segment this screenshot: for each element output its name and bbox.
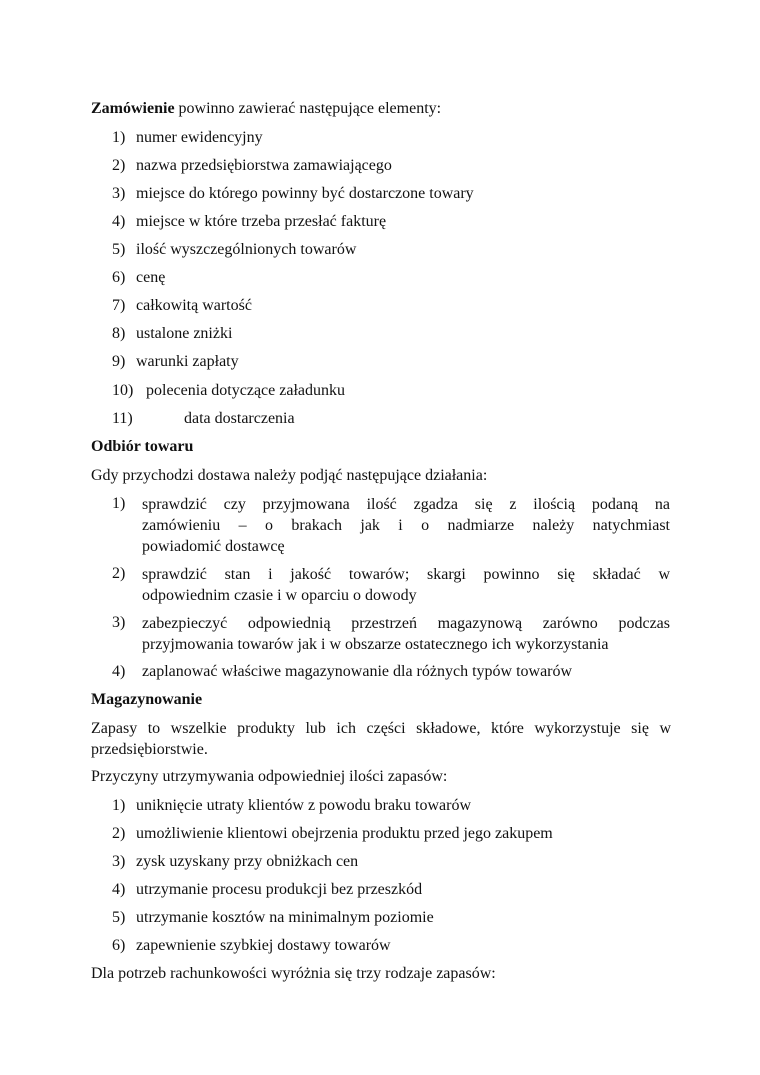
order-item: ilość wyszczególnionych towarów <box>136 241 357 258</box>
storage-item-num: 3) <box>112 853 126 870</box>
order-item-num: 11) <box>112 410 133 427</box>
order-item: ustalone zniżki <box>136 325 233 342</box>
receipt-item-num: 3) <box>112 614 126 631</box>
receipt-item-num: 1) <box>112 495 126 512</box>
receipt-item-num: 2) <box>112 565 126 582</box>
receipt-item-line: odpowiednim czasie i w oparciu o dowody <box>142 587 417 604</box>
storage-paragraph <box>91 718 671 760</box>
receipt-intro: Gdy przychodzi dostawa należy podjąć następujące działania: <box>91 467 488 484</box>
order-item: numer ewidencyjny <box>136 129 263 146</box>
order-item-num: 7) <box>112 297 126 314</box>
storage-item-num: 4) <box>112 881 126 898</box>
order-heading-rest: powinno zawierać następujące elementy: <box>174 100 442 117</box>
storage-paragraph-line: przedsiębiorstwie. <box>91 741 208 758</box>
receipt-item <box>142 564 670 606</box>
receipt-item-line: przyjmowania towarów jak i w obszarze ostatecznego ich wykorzystania <box>142 636 609 653</box>
storage-item: umożliwienie klientowi obejrzenia produktu przed jego zakupem <box>136 825 553 842</box>
order-item: nazwa przedsiębiorstwa zamawiającego <box>136 157 392 174</box>
receipt-item-num: 4) <box>112 663 126 680</box>
storage-heading: Magazynowanie <box>91 691 203 708</box>
receipt-item-line: sprawdzić czy przyjmowana ilość zgadza się z ilością podaną na <box>142 496 670 513</box>
receipt-item <box>142 613 670 655</box>
storage-item: utrzymanie kosztów na minimalnym poziomie <box>136 909 434 926</box>
order-item-num: 2) <box>112 157 126 174</box>
storage-item-num: 1) <box>112 797 126 814</box>
order-item-num: 9) <box>112 353 126 370</box>
order-item-num: 3) <box>112 185 126 202</box>
order-item: całkowitą wartość <box>136 297 252 314</box>
order-item: miejsce do którego powinny być dostarczone towary <box>136 185 474 202</box>
storage-item-num: 6) <box>112 937 126 954</box>
receipt-heading: Odbiór towaru <box>91 438 194 455</box>
order-item: warunki zapłaty <box>136 353 239 370</box>
storage-item: utrzymanie procesu produkcji bez przeszkód <box>136 881 423 898</box>
receipt-item <box>142 494 670 557</box>
storage-item: zysk uzyskany przy obniżkach cen <box>136 853 359 870</box>
storage-reasons-intro: Przyczyny utrzymywania odpowiedniej ilości zapasów: <box>91 768 448 785</box>
order-item: miejsce w które trzeba przesłać fakturę <box>136 213 387 230</box>
order-item-num: 8) <box>112 325 126 342</box>
storage-item: uniknięcie utraty klientów z powodu braku towarów <box>136 797 472 814</box>
receipt-item-line: zabezpieczyć odpowiednią przestrzeń magazynową zarówno podczas <box>142 615 670 632</box>
storage-item: zapewnienie szybkiej dostawy towarów <box>136 937 391 954</box>
receipt-item: zaplanować właściwe magazynowanie dla różnych typów towarów <box>142 663 573 680</box>
order-item-num: 5) <box>112 241 126 258</box>
storage-item-num: 5) <box>112 909 126 926</box>
receipt-item-line: powiadomić dostawcę <box>142 538 285 555</box>
order-item: data dostarczenia <box>184 410 295 427</box>
order-item-num: 4) <box>112 213 126 230</box>
receipt-item-line: zamówieniu – o brakach jak i o nadmiarze należy natychmiast <box>142 517 670 534</box>
storage-item-num: 2) <box>112 825 126 842</box>
order-item-num: 6) <box>112 269 126 286</box>
order-item: polecenia dotyczące załadunku <box>146 382 345 399</box>
order-item-num: 1) <box>112 129 126 146</box>
receipt-item-line: sprawdzić stan i jakość towarów; skargi powinno się składać w <box>142 566 670 583</box>
storage-paragraph-line: Zapasy to wszelkie produkty lub ich części składowe, które wykorzystuje się w <box>91 720 671 737</box>
storage-closing: Dla potrzeb rachunkowości wyróżnia się trzy rodzaje zapasów: <box>91 965 496 982</box>
order-item: cenę <box>136 269 166 286</box>
order-item-num: 10) <box>112 382 134 399</box>
order-heading <box>91 99 441 119</box>
order-heading-bold: Zamówienie <box>91 100 175 117</box>
